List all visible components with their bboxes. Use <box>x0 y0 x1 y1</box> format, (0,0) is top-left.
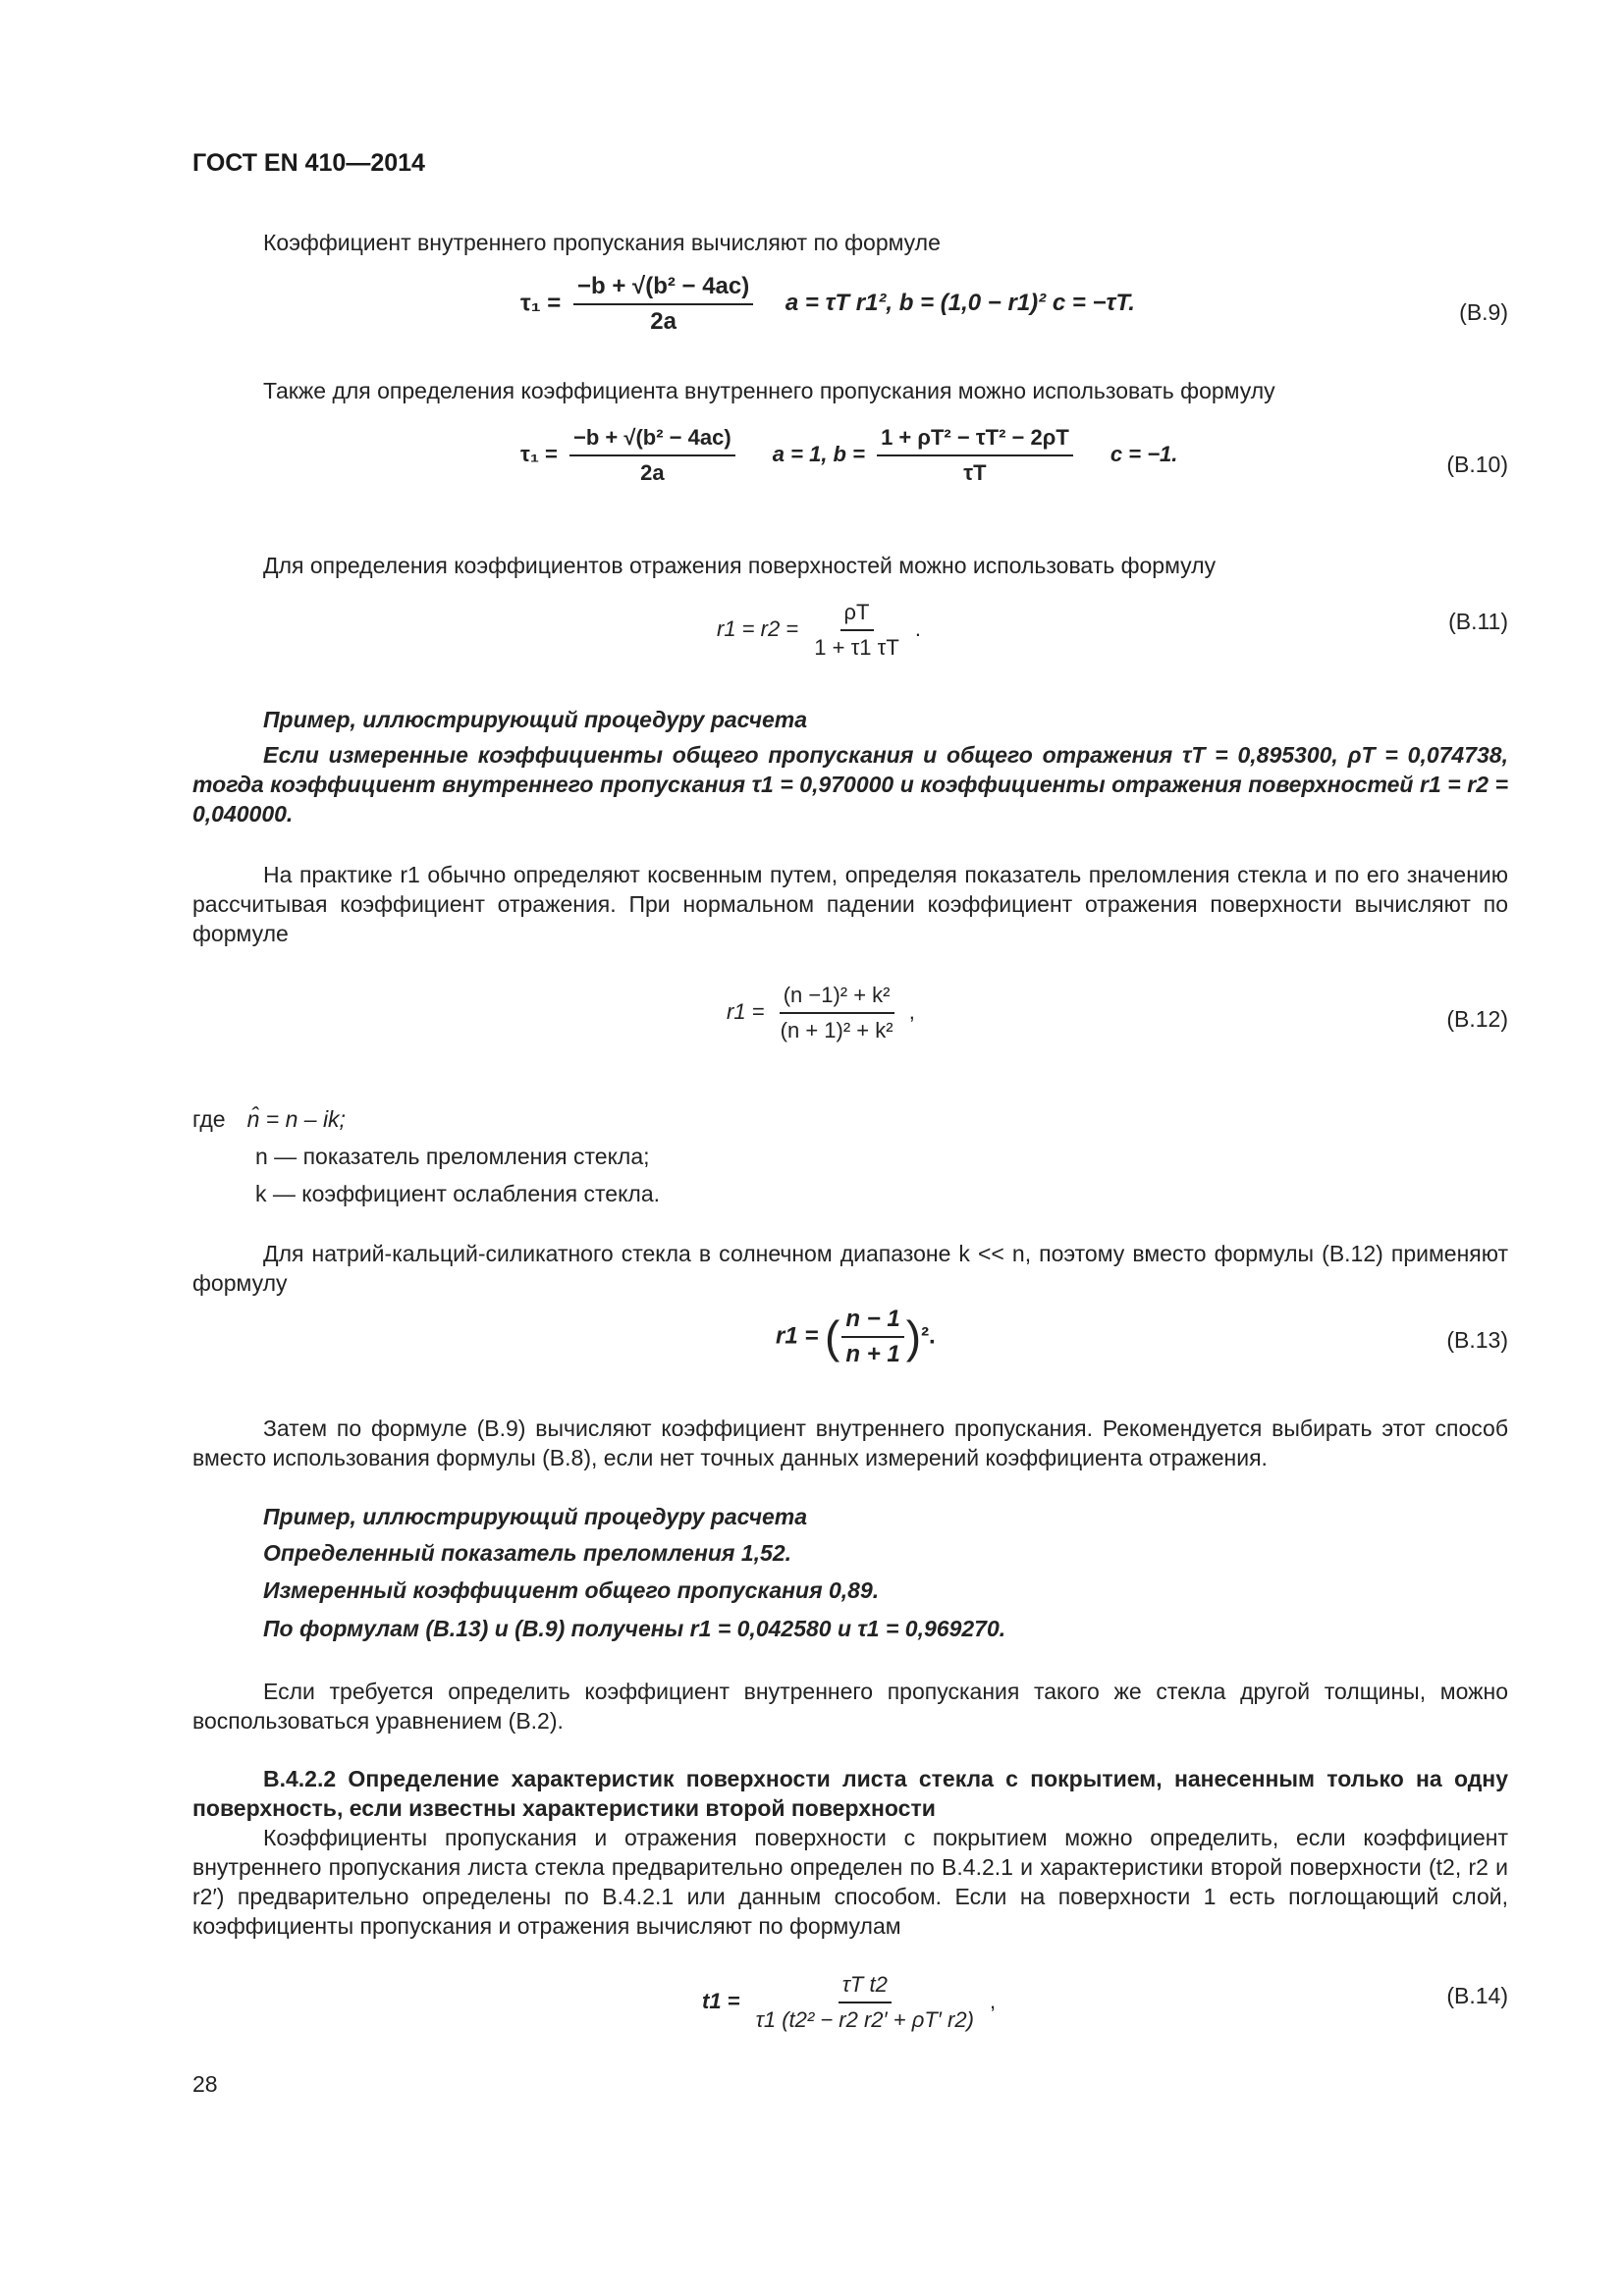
paragraph: Также для определения коэффициента внутреннего пропускания можно использовать формулу <box>263 378 1275 403</box>
equation-number: (B.11) <box>1448 609 1508 634</box>
paragraph: Коэффициенты пропускания и отражения поверхности с покрытием можно определить, если коэффициент внутреннего пропускания листа стекла предварительно определен по B.4.2.1 и характеристики второй поверхности (t2, r2 и r2′) предварительно определены по B.4.2.1 или данным способом. Если на поверхности 1 есть поглощающий слой, коэффициенты пропускания и отражения вычисляют по формулам <box>192 1825 1508 1939</box>
example-line: Определенный показатель преломления 1,52. <box>263 1540 792 1566</box>
paragraph: Если требуется определить коэффициент внутреннего пропускания такого же стекла другой толщины, можно воспользоваться уравнением (B.2). <box>192 1679 1508 1734</box>
example-title: Пример, иллюстрирующий процедуру расчета <box>263 1504 808 1529</box>
paragraph: Для определения коэффициентов отражения поверхностей можно использовать формулу <box>263 553 1217 578</box>
page-number: 28 <box>192 2071 218 2097</box>
equation-number: (B.12) <box>1446 1006 1508 1032</box>
equation-b9: τ₁ = $\frac{\text{−b + √(b² − 4ac)}}{2a}$ a = τT r1², b = (1,0 − r1)² c = −τT. <box>520 273 1135 335</box>
document-header: ГОСТ EN 410—2014 <box>192 149 425 177</box>
equation-number: (B.10) <box>1446 452 1508 477</box>
where-block: где n̂ = n – ik; n — показатель преломления стекла; k — коэффициент ослабления стекла. <box>192 1106 661 1206</box>
paragraph: Затем по формуле (B.9) вычисляют коэффициент внутреннего пропускания. Рекомендуется выбирать этот способ вместо использования формулы (B.8), если нет точных данных измерений коэффициента отражения. <box>192 1415 1508 1470</box>
paragraph: Коэффициент внутреннего пропускания вычисляют по формуле <box>263 230 941 255</box>
equation-number: (B.9) <box>1459 299 1508 325</box>
equation-number: (B.14) <box>1446 1983 1508 2008</box>
paragraph: На практике r1 обычно определяют косвенным путем, определяя показатель преломления стекла и по его значению рассчитывая коэффициент отражения. При нормальном падении коэффициент отражения поверхности вычисляют по формуле <box>192 862 1508 946</box>
example-text: Если измеренные коэффициенты общего пропускания и общего отражения τT = 0,895300, ρT = 0,074738, тогда коэффициент внутреннего пропускания τ1 = 0,970000 и коэффициенты отражения поверхностей r1 = r2 = 0,040000. <box>192 742 1508 827</box>
paragraph: Для натрий-кальций-силикатного стекла в солнечном диапазоне k << n, поэтому вместо формулы (B.12) применяют формулу <box>192 1241 1508 1296</box>
example-line: Измеренный коэффициент общего пропускания 0,89. <box>263 1577 880 1603</box>
section-heading: B.4.2.2 Определение характеристик поверхности листа стекла с покрытием, нанесенным только на одну поверхность, если известны характеристики второй поверхности <box>192 1766 1508 1821</box>
equation-b11: r1 = r2 = $\frac{\rho T}{1 + \tau 1 \tau T}$ . <box>717 600 922 660</box>
equation-b14: t1 = $\frac{\text{τT t2}}{\text{τ1 (t2² − r2 r2′ + ρT′ r2)}}$ , <box>702 1972 997 2032</box>
equation-b10: τ₁ = $\frac{\text{−b + √(b² − 4ac)}}{2a}$ a = 1, b = $\frac{\text{1 + ρT² − τT² − 2ρT}}{\tau T}$ c = −1. <box>520 425 1178 485</box>
equation-b12: r1 = $\frac{\text{(n −1)² + k²}}{\text{(n + 1)² + k²}}$ , <box>727 983 915 1042</box>
equation-b13: r1 = ( $\frac{n - 1}{n + 1}$ )². <box>776 1306 936 1367</box>
example-line: По формулам (B.13) и (B.9) получены r1 = 0,042580 и τ1 = 0,969270. <box>263 1616 1006 1641</box>
example-title: Пример, иллюстрирующий процедуру расчета <box>263 707 808 732</box>
equation-number: (B.13) <box>1446 1327 1508 1353</box>
